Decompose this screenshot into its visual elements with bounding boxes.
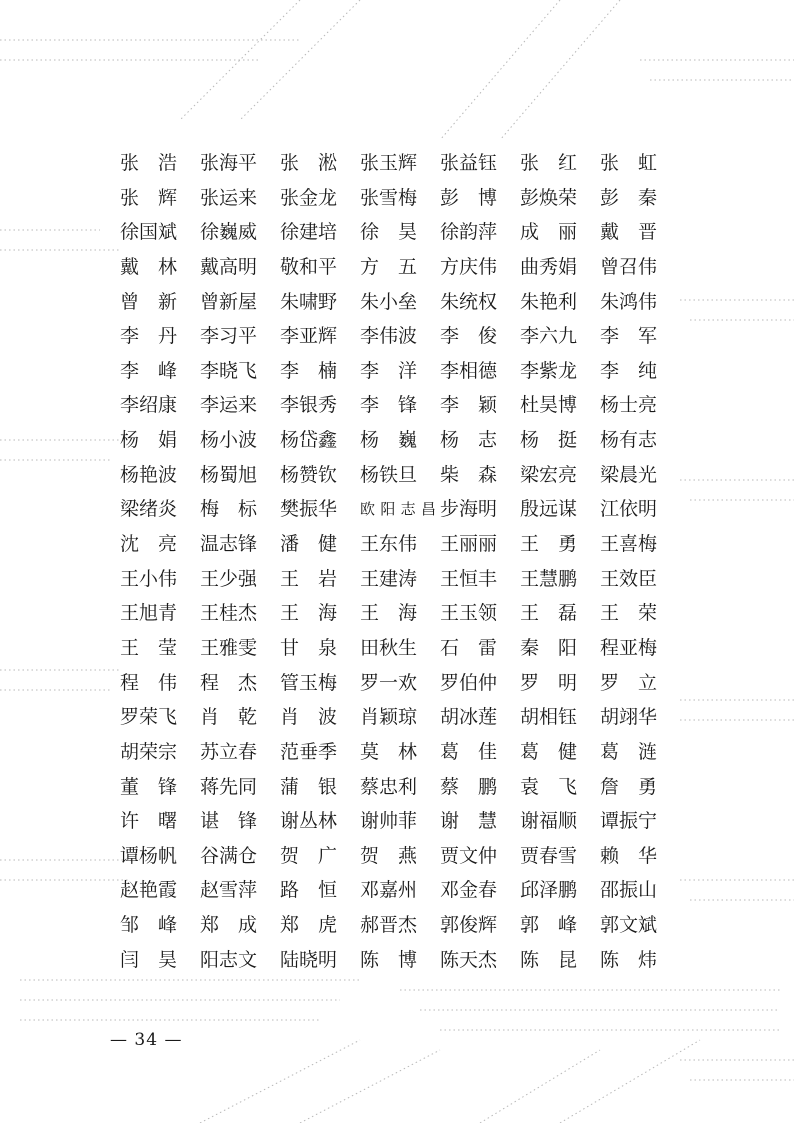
name-entry: 李 锋 <box>360 394 417 417</box>
name-entry: 袁 飞 <box>520 775 577 798</box>
name-entry: 蔡 忠 利 <box>360 775 418 798</box>
name-entry: 徐 建 培 <box>280 221 338 244</box>
name-entry: 李 六 九 <box>520 325 578 348</box>
name-entry: 甘 泉 <box>280 636 337 659</box>
name-entry: 柴 森 <box>440 463 497 486</box>
name-entry: 王 磊 <box>520 602 577 625</box>
name-entry: 方 五 <box>360 255 417 278</box>
name-entry: 李 相 德 <box>440 359 498 382</box>
name-entry: 赵 雪 萍 <box>200 879 258 902</box>
name-entry: 贺 燕 <box>360 844 417 867</box>
name-entry: 葛 佳 <box>440 740 497 763</box>
name-entry: 董 锋 <box>120 775 177 798</box>
name-entry: 程 亚 梅 <box>600 636 658 659</box>
name-entry: 谭 振 宁 <box>600 810 658 833</box>
name-entry: 梁 绪 炎 <box>120 498 178 521</box>
name-entry: 张 辉 <box>120 186 177 209</box>
name-entry: 殷 远 谋 <box>520 498 578 521</box>
name-entry: 张 浩 <box>120 152 177 174</box>
name-entry: 王 恒 丰 <box>440 567 498 590</box>
name-entry: 邹 峰 <box>120 914 177 937</box>
name-entry: 李 紫 龙 <box>520 359 578 382</box>
name-entry: 朱 小 垒 <box>360 290 418 313</box>
name-entry: 戴 晋 <box>600 221 657 244</box>
name-entry: 郑 成 <box>200 914 257 937</box>
name-entry: 王 效 臣 <box>600 567 658 590</box>
name-entry: 潘 健 <box>280 533 337 556</box>
name-entry: 邵 振 山 <box>600 879 658 902</box>
name-entry: 张 玉 辉 <box>360 152 418 174</box>
name-entry: 杨 赞 钦 <box>280 463 338 486</box>
name-entry: 杨 岱 鑫 <box>280 429 338 452</box>
name-entry: 朱 啸 野 <box>280 290 338 313</box>
name-entry: 杨 挺 <box>520 429 577 452</box>
name-entry: 胡 翊 华 <box>600 706 658 729</box>
name-entry: 李 颖 <box>440 394 497 417</box>
name-entry: 贾 文 仲 <box>440 844 498 867</box>
name-entry: 肖 乾 <box>200 706 257 729</box>
name-entry: 陆 晓 明 <box>280 948 338 971</box>
name-entry: 张 淞 <box>280 152 337 174</box>
name-entry: 朱 鸿 伟 <box>600 290 658 313</box>
name-entry: 王 慧 鹏 <box>520 567 578 590</box>
name-entry: 曲 秀 娟 <box>520 255 578 278</box>
name-entry: 杨 铁 旦 <box>360 463 418 486</box>
name-entry: 胡 冰 莲 <box>440 706 498 729</box>
name-entry: 杨 娟 <box>120 429 177 452</box>
name-entry: 李 伟 波 <box>360 325 418 348</box>
name-entry: 谢 帅 菲 <box>360 810 418 833</box>
name-entry: 彭 秦 <box>600 186 657 209</box>
name-entry: 谭 杨 帆 <box>120 844 178 867</box>
name-entry: 曾 新 <box>120 290 177 313</box>
name-entry: 李 丹 <box>120 325 177 348</box>
name-entry: 樊 振 华 <box>280 498 338 521</box>
name-entry: 闫 昊 <box>120 948 177 971</box>
name-entry: 程 杰 <box>200 671 257 694</box>
name-entry: 杨 巍 <box>360 429 417 452</box>
name-entry: 梅 标 <box>200 498 257 521</box>
name-entry: 肖 波 <box>280 706 337 729</box>
name-entry: 陈 昆 <box>520 948 577 971</box>
name-entry: 蔡 鹏 <box>440 775 497 798</box>
name-entry: 郭 峰 <box>520 914 577 937</box>
name-entry: 秦 阳 <box>520 636 577 659</box>
name-entry: 阳 志 文 <box>200 948 258 971</box>
name-entry: 李 军 <box>600 325 657 348</box>
name-entry: 王 玉 领 <box>440 602 498 625</box>
name-entry: 徐 巍 威 <box>200 221 258 244</box>
name-entry: 杨 艳 波 <box>120 463 178 486</box>
name-entry: 王 少 强 <box>200 567 258 590</box>
name-entry: 王 丽 丽 <box>440 533 498 556</box>
name-entry: 罗 立 <box>600 671 657 694</box>
name-entry: 王 雅 雯 <box>200 636 258 659</box>
name-entry: 李 亚 辉 <box>280 325 338 348</box>
name-entry: 陈 炜 <box>600 948 657 971</box>
name-entry: 李 绍 康 <box>120 394 178 417</box>
name-entry: 戴 林 <box>120 255 177 278</box>
name-entry: 郑 虎 <box>280 914 337 937</box>
name-entry: 蒋 先 同 <box>200 775 258 798</box>
name-entry: 李 纯 <box>600 359 657 382</box>
name-entry: 贾 春 雪 <box>520 844 578 867</box>
name-entry: 王 东 伟 <box>360 533 418 556</box>
name-entry: 苏 立 春 <box>200 740 258 763</box>
name-entry: 杨 蜀 旭 <box>200 463 258 486</box>
name-entry: 杨 士 亮 <box>600 394 658 417</box>
name-entry: 欧 阳 志 昌 <box>360 500 436 519</box>
name-entry: 张 金 龙 <box>280 186 338 209</box>
name-entry: 朱 艳 利 <box>520 290 578 313</box>
name-entry: 邱 泽 鹏 <box>520 879 578 902</box>
name-entry: 陈 博 <box>360 948 417 971</box>
name-entry: 王 喜 梅 <box>600 533 658 556</box>
name-entry: 邓 嘉 州 <box>360 879 418 902</box>
name-entry: 江 依 明 <box>600 498 658 521</box>
name-entry: 李 晓 飞 <box>200 359 258 382</box>
name-entry: 朱 统 权 <box>440 290 498 313</box>
name-entry: 杜 昊 博 <box>520 394 578 417</box>
name-entry: 张 运 来 <box>200 186 258 209</box>
name-entry: 徐 韵 萍 <box>440 221 498 244</box>
name-entry: 罗 伯 仲 <box>440 671 498 694</box>
name-entry: 赖 华 <box>600 844 657 867</box>
name-entry: 王 荣 <box>600 602 657 625</box>
name-entry: 邓 金 春 <box>440 879 498 902</box>
name-entry: 张 海 平 <box>200 152 258 174</box>
name-entry: 敬 和 平 <box>280 255 338 278</box>
name-entry: 莫 林 <box>360 740 417 763</box>
name-entry: 王 小 伟 <box>120 567 178 590</box>
name-entry: 李 运 来 <box>200 394 258 417</box>
name-entry: 曾 新 屋 <box>200 290 258 313</box>
name-entry: 石 雷 <box>440 636 497 659</box>
name-entry: 杨 志 <box>440 429 497 452</box>
name-entry: 王 海 <box>280 602 337 625</box>
name-entry: 张 雪 梅 <box>360 186 418 209</box>
name-entry: 李 峰 <box>120 359 177 382</box>
name-entry: 沈 亮 <box>120 533 177 556</box>
name-entry: 詹 勇 <box>600 775 657 798</box>
name-entry: 王 勇 <box>520 533 577 556</box>
name-entry: 王 桂 杰 <box>200 602 258 625</box>
name-entry: 谢 慧 <box>440 810 497 833</box>
name-entry: 徐 国 斌 <box>120 221 178 244</box>
name-entry: 张 益 钰 <box>440 152 498 174</box>
name-entry: 温 志 锋 <box>200 533 258 556</box>
name-entry: 张 虹 <box>600 152 657 174</box>
name-entry: 郝 晋 杰 <box>360 914 418 937</box>
name-entry: 肖 颖 琼 <box>360 706 418 729</box>
name-entry: 谌 锋 <box>200 810 257 833</box>
name-entry: 郭 俊 辉 <box>440 914 498 937</box>
name-entry: 谢 福 顺 <box>520 810 578 833</box>
name-entry: 成 丽 <box>520 221 577 244</box>
name-entry: 李 习 平 <box>200 325 258 348</box>
name-entry: 赵 艳 霞 <box>120 879 178 902</box>
name-entry: 李 楠 <box>280 359 337 382</box>
name-entry: 郭 文 斌 <box>600 914 658 937</box>
name-entry: 梁 宏 亮 <box>520 463 578 486</box>
name-entry: 王 建 涛 <box>360 567 418 590</box>
name-entry: 陈 天 杰 <box>440 948 498 971</box>
name-entry: 李 银 秀 <box>280 394 338 417</box>
name-entry: 谢 丛 林 <box>280 810 338 833</box>
name-entry: 张 红 <box>520 152 577 174</box>
name-entry: 王 岩 <box>280 567 337 590</box>
name-entry: 李 俊 <box>440 325 497 348</box>
name-entry: 程 伟 <box>120 671 177 694</box>
name-entry: 王 旭 青 <box>120 602 178 625</box>
name-entry: 李 洋 <box>360 359 417 382</box>
name-entry: 贺 广 <box>280 844 337 867</box>
name-entry: 梁 晨 光 <box>600 463 658 486</box>
name-entry: 胡 相 钰 <box>520 706 578 729</box>
name-entry: 方 庆 伟 <box>440 255 498 278</box>
name-entry: 戴 高 明 <box>200 255 258 278</box>
name-entry: 罗 一 欢 <box>360 671 418 694</box>
name-entry: 曾 召 伟 <box>600 255 658 278</box>
name-entry: 蒲 银 <box>280 775 337 798</box>
name-entry: 步 海 明 <box>440 498 498 521</box>
name-entry: 王 海 <box>360 602 417 625</box>
name-entry: 谷 满 仓 <box>200 844 258 867</box>
name-entry: 杨 有 志 <box>600 429 658 452</box>
name-entry: 徐 昊 <box>360 221 417 244</box>
name-entry: 杨 小 波 <box>200 429 258 452</box>
name-entry: 田 秋 生 <box>360 636 418 659</box>
name-entry: 路 恒 <box>280 879 337 902</box>
name-entry: 管 玉 梅 <box>280 671 338 694</box>
page-number: — 34 — <box>110 1030 183 1050</box>
name-entry: 彭 焕 荣 <box>520 186 578 209</box>
name-entry: 罗 荣 飞 <box>120 706 178 729</box>
name-entry: 彭 博 <box>440 186 497 209</box>
name-entry: 范 垂 季 <box>280 740 338 763</box>
name-entry: 许 曙 <box>120 810 177 833</box>
name-entry: 葛 涟 <box>600 740 657 763</box>
name-entry: 胡 荣 宗 <box>120 740 178 763</box>
name-list <box>120 146 680 977</box>
name-entry: 罗 明 <box>520 671 577 694</box>
name-entry: 王 莹 <box>120 636 177 659</box>
name-entry: 葛 健 <box>520 740 577 763</box>
